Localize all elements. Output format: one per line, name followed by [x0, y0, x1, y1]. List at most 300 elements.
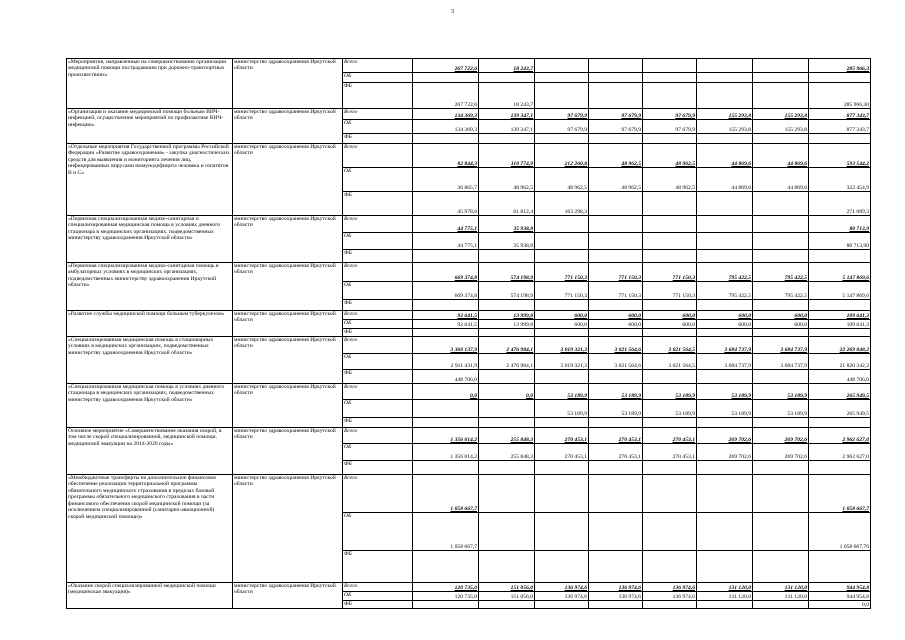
- event-name-cell: Основное мероприятие «Совершенствование оказания скорой, в том числе скорой специализированной, медицинской помощи, медицинской эвакуации на 2014-2020 годы»: [67, 428, 233, 475]
- amount-cell: 3 021 564,5: [643, 337, 697, 354]
- amount-cell: [479, 475, 535, 513]
- table-row: [67, 583, 871, 592]
- amount-cell: [479, 300, 535, 311]
- amount-cell: 44 869,6: [753, 168, 809, 192]
- amount-cell: [589, 216, 643, 233]
- amount-cell: [753, 513, 809, 551]
- event-name-cell: «Первичная специализированная медико-санитарная и специализированная медицинская помощь в условиях дневного стационара в медицинских организациях, подведомственных министерству здравоохранения Иркутской области»: [67, 216, 233, 263]
- amount-cell: [643, 233, 697, 250]
- total-cell: 5 147 869,6: [809, 282, 871, 300]
- amount-cell: 92 641,5: [413, 311, 479, 320]
- amount-cell: 267 722,6: [413, 59, 479, 73]
- amount-cell: [697, 551, 753, 583]
- amount-cell: [753, 461, 809, 475]
- amount-cell: [535, 418, 589, 428]
- amount-cell: 0,0: [413, 384, 479, 400]
- amount-cell: [697, 134, 753, 144]
- amount-cell: 53 189,9: [753, 384, 809, 400]
- amount-cell: [535, 551, 589, 583]
- event-name-cell: «Организация и оказание медицинской помощи больным ВИЧ-инфекцией, осуществление мероприятий по профилактике ВИЧ-инфекции»: [67, 109, 233, 144]
- amount-cell: [535, 59, 589, 73]
- amount-cell: [535, 601, 589, 609]
- amount-cell: 255 848,3: [479, 428, 535, 444]
- amount-cell: [643, 300, 697, 311]
- total-cell: 593 544,2: [809, 144, 871, 168]
- amount-cell: [589, 418, 643, 428]
- amount-cell: [643, 475, 697, 513]
- amount-cell: [589, 300, 643, 311]
- funding-source-cell: ОБ: [343, 282, 413, 300]
- funding-source-cell: Всего: [343, 428, 413, 444]
- amount-cell: 600,0: [535, 311, 589, 320]
- executor-cell: министерство здравоохранения Иркутской области: [233, 337, 343, 384]
- amount-cell: 139 347,1: [479, 120, 535, 134]
- executor-cell: министерство здравоохранения Иркутской области: [233, 311, 343, 337]
- total-cell: 944 954,8: [809, 592, 871, 601]
- amount-cell: 48 962,5: [589, 168, 643, 192]
- amount-cell: [697, 329, 753, 337]
- amount-cell: 97 679,9: [643, 120, 697, 134]
- total-cell: 109 641,3: [809, 311, 871, 320]
- total-cell: [809, 418, 871, 428]
- funding-source-cell: ФБ: [343, 329, 413, 337]
- executor-cell: министерство здравоохранения Иркутской области: [233, 216, 343, 263]
- amount-cell: 48 962,5: [643, 144, 697, 168]
- amount-cell: [589, 83, 643, 109]
- funding-source-cell: ФБ: [343, 83, 413, 109]
- amount-cell: [643, 329, 697, 337]
- amount-cell: 53 189,9: [535, 384, 589, 400]
- amount-cell: 163 298,3: [535, 192, 589, 216]
- amount-cell: 97 679,9: [589, 120, 643, 134]
- total-cell: [809, 250, 871, 263]
- amount-cell: [535, 216, 589, 233]
- total-cell: 265 949,5: [809, 400, 871, 418]
- amount-cell: 3 684 737,9: [753, 354, 809, 370]
- amount-cell: [413, 329, 479, 337]
- amount-cell: [535, 300, 589, 311]
- amount-cell: 136 974,6: [535, 583, 589, 592]
- amount-cell: 82 844,3: [413, 144, 479, 168]
- amount-cell: [535, 475, 589, 513]
- total-cell: 944 954,8: [809, 583, 871, 592]
- amount-cell: 795 422,5: [753, 282, 809, 300]
- amount-cell: 3 021 564,6: [589, 354, 643, 370]
- amount-cell: 1 058 667,7: [413, 513, 479, 551]
- total-cell: 448 706,0: [809, 370, 871, 384]
- amount-cell: [753, 329, 809, 337]
- amount-cell: 270 453,1: [535, 428, 589, 444]
- amount-cell: [753, 250, 809, 263]
- amount-cell: [413, 73, 479, 83]
- total-cell: 877 343,7: [809, 109, 871, 120]
- amount-cell: [535, 250, 589, 263]
- amount-cell: 53 189,9: [643, 384, 697, 400]
- amount-cell: [753, 233, 809, 250]
- amount-cell: 44 869,6: [697, 168, 753, 192]
- table-row: [67, 337, 871, 354]
- amount-cell: 771 150,3: [535, 263, 589, 282]
- amount-cell: [697, 233, 753, 250]
- amount-cell: [589, 250, 643, 263]
- event-name-cell: «Специализированная медицинская помощь в условиях дневного стационара в медицинских организациях, подведомственных министерству здравоохранения Иркутской области»: [67, 384, 233, 428]
- table-row: [67, 428, 871, 444]
- amount-cell: [697, 83, 753, 109]
- amount-cell: [535, 233, 589, 250]
- amount-cell: 269 702,6: [697, 444, 753, 461]
- total-cell: 5 147 869,6: [809, 263, 871, 282]
- funding-source-cell: ОБ: [343, 320, 413, 329]
- amount-cell: 151 056,0: [479, 583, 535, 592]
- amount-cell: [479, 250, 535, 263]
- amount-cell: [589, 370, 643, 384]
- event-name-cell: «Межбюджетные трансферты на дополнительное финансовое обеспечение реализации территориальной программы обязательного медицинского страхования в пределах базовой программы обязательного медицинского страхования в части финансового обеспечения скорой медицинской помощи (за исключением специализированной (санитарно-авиационной) скорой медицинской помощи)»: [67, 475, 233, 583]
- amount-cell: [753, 300, 809, 311]
- amount-cell: [535, 134, 589, 144]
- amount-cell: 269 702,6: [697, 428, 753, 444]
- amount-cell: 771 150,3: [643, 282, 697, 300]
- amount-cell: [535, 329, 589, 337]
- amount-cell: 795 422,5: [697, 263, 753, 282]
- amount-cell: 97 679,9: [589, 109, 643, 120]
- amount-cell: 13 999,8: [479, 320, 535, 329]
- page-number: 3: [451, 9, 454, 15]
- amount-cell: [479, 329, 535, 337]
- amount-cell: 600,0: [643, 311, 697, 320]
- amount-cell: 600,0: [535, 320, 589, 329]
- amount-cell: 61 812,4: [479, 192, 535, 216]
- amount-cell: 1 356 014,2: [413, 428, 479, 444]
- total-cell: 2 962 627,0: [809, 428, 871, 444]
- total-cell: 22 269 048,2: [809, 337, 871, 354]
- amount-cell: 35 938,8: [479, 233, 535, 250]
- amount-cell: 44 869,6: [697, 144, 753, 168]
- table-row: [67, 109, 871, 120]
- amount-cell: 0,0: [479, 384, 535, 400]
- amount-cell: 45 978,6: [413, 192, 479, 216]
- amount-cell: [479, 418, 535, 428]
- amount-cell: [697, 513, 753, 551]
- amount-cell: [535, 461, 589, 475]
- amount-cell: [479, 461, 535, 475]
- amount-cell: [643, 601, 697, 609]
- amount-cell: 270 453,1: [643, 444, 697, 461]
- amount-cell: [479, 73, 535, 83]
- amount-cell: [643, 551, 697, 583]
- funding-source-cell: ФБ: [343, 551, 413, 583]
- amount-cell: 136 974,6: [589, 583, 643, 592]
- amount-cell: [753, 134, 809, 144]
- amount-cell: [643, 513, 697, 551]
- table-row: [67, 384, 871, 400]
- total-cell: [809, 73, 871, 83]
- amount-cell: [413, 551, 479, 583]
- executor-cell: министерство здравоохранения Иркутской области: [233, 428, 343, 475]
- amount-cell: 53 189,9: [589, 384, 643, 400]
- funding-source-cell: ФБ: [343, 461, 413, 475]
- total-cell: 271 089,3: [809, 192, 871, 216]
- amount-cell: [697, 192, 753, 216]
- table-row: [67, 475, 871, 513]
- amount-cell: 134 369,3: [413, 120, 479, 134]
- amount-cell: 53 189,9: [535, 400, 589, 418]
- funding-source-cell: ОБ: [343, 400, 413, 418]
- total-cell: 1 058 667,7: [809, 475, 871, 513]
- amount-cell: [753, 216, 809, 233]
- table-row: [67, 216, 871, 233]
- total-cell: [809, 300, 871, 311]
- amount-cell: 600,0: [753, 311, 809, 320]
- funding-source-cell: ФБ: [343, 370, 413, 384]
- amount-cell: 131 120,0: [753, 592, 809, 601]
- funding-source-cell: Всего: [343, 109, 413, 120]
- amount-cell: 267 722,6: [413, 83, 479, 109]
- total-cell: 2 962 627,0: [809, 444, 871, 461]
- funding-source-cell: ОБ: [343, 168, 413, 192]
- amount-cell: [413, 461, 479, 475]
- amount-cell: 771 150,3: [643, 263, 697, 282]
- amount-cell: 110 774,9: [479, 144, 535, 168]
- amount-cell: [413, 418, 479, 428]
- amount-cell: [643, 216, 697, 233]
- amount-cell: 3 684 737,9: [753, 337, 809, 354]
- amount-cell: 3 360 137,9: [413, 337, 479, 354]
- table-row: [67, 311, 871, 320]
- amount-cell: [589, 329, 643, 337]
- funding-source-cell: Всего: [343, 263, 413, 282]
- funding-source-cell: ОБ: [343, 354, 413, 370]
- amount-cell: 136 974,6: [589, 592, 643, 601]
- total-cell: 80 713,9: [809, 216, 871, 233]
- amount-cell: [589, 73, 643, 83]
- amount-cell: 44 775,1: [413, 233, 479, 250]
- amount-cell: [589, 475, 643, 513]
- amount-cell: 269 702,6: [753, 428, 809, 444]
- amount-cell: [643, 418, 697, 428]
- amount-cell: [697, 300, 753, 311]
- amount-cell: 131 120,0: [697, 592, 753, 601]
- amount-cell: 48 962,5: [589, 144, 643, 168]
- amount-cell: 600,0: [697, 311, 753, 320]
- amount-cell: 669 374,8: [413, 263, 479, 282]
- funding-source-cell: ФБ: [343, 250, 413, 263]
- amount-cell: 212 260,8: [535, 144, 589, 168]
- amount-cell: 35 938,8: [479, 216, 535, 233]
- amount-cell: 3 021 564,5: [643, 354, 697, 370]
- total-cell: [809, 461, 871, 475]
- amount-cell: 48 962,5: [479, 168, 535, 192]
- funding-source-cell: Всего: [343, 337, 413, 354]
- funding-source-cell: Всего: [343, 59, 413, 73]
- amount-cell: [753, 475, 809, 513]
- amount-cell: 92 641,5: [413, 320, 479, 329]
- event-name-cell: «Развитие службы медицинской помощи больным туберкулезом»: [67, 311, 233, 337]
- amount-cell: [697, 59, 753, 73]
- amount-cell: 139 347,1: [479, 109, 535, 120]
- event-name-cell: «Мероприятия, направленные на совершенствование организации медицинской помощи пострадавшим при дорожно-транспортных происшествиях»: [67, 59, 233, 109]
- amount-cell: 3 021 564,6: [589, 337, 643, 354]
- amount-cell: [643, 134, 697, 144]
- amount-cell: [589, 59, 643, 73]
- amount-cell: [413, 601, 479, 609]
- funding-source-cell: Всего: [343, 144, 413, 168]
- amount-cell: 270 453,1: [535, 444, 589, 461]
- amount-cell: 269 702,6: [753, 444, 809, 461]
- funding-source-cell: Всего: [343, 475, 413, 513]
- total-cell: 285 966,30: [809, 83, 871, 109]
- amount-cell: 3 019 321,3: [535, 337, 589, 354]
- funding-source-cell: ФБ: [343, 300, 413, 311]
- amount-cell: [413, 250, 479, 263]
- amount-cell: 574 198,9: [479, 282, 535, 300]
- amount-cell: 120 735,0: [413, 592, 479, 601]
- amount-cell: 771 150,3: [589, 263, 643, 282]
- funding-source-cell: ОБ: [343, 233, 413, 250]
- amount-cell: [589, 233, 643, 250]
- amount-cell: 270 453,1: [589, 444, 643, 461]
- amount-cell: [643, 59, 697, 73]
- funding-source-cell: Всего: [343, 583, 413, 592]
- total-cell: [809, 329, 871, 337]
- amount-cell: [589, 513, 643, 551]
- amount-cell: 3 019 321,3: [535, 354, 589, 370]
- funding-source-cell: ОБ: [343, 120, 413, 134]
- amount-cell: [589, 192, 643, 216]
- amount-cell: 2 476 984,1: [479, 354, 535, 370]
- total-cell: 80 713,90: [809, 233, 871, 250]
- amount-cell: 97 679,9: [535, 109, 589, 120]
- table-row: [67, 144, 871, 168]
- amount-cell: [753, 192, 809, 216]
- executor-cell: министерство здравоохранения Иркутской области: [233, 144, 343, 216]
- event-name-cell: «Первичная специализированная медико-санитарная помощь в амбулаторных условиях в медицинских организациях, подведомственных министерству здравоохранения Иркутской области»: [67, 263, 233, 311]
- amount-cell: [643, 83, 697, 109]
- event-name-cell: «Отдельные мероприятия Государственной программы Российской Федерации «Развитие здравоохранения» - закупка диагностических средств для выявления и мониторинга лечения лиц, инфицированных вирусами иммунодефицита человека и гепатитов В и С»: [67, 144, 233, 216]
- amount-cell: 97 679,9: [643, 109, 697, 120]
- amount-cell: [413, 300, 479, 311]
- amount-cell: 136 974,6: [643, 592, 697, 601]
- amount-cell: 600,0: [589, 320, 643, 329]
- amount-cell: 48 962,5: [643, 168, 697, 192]
- amount-cell: [753, 551, 809, 583]
- funding-source-cell: ОБ: [343, 444, 413, 461]
- amount-cell: [589, 551, 643, 583]
- amount-cell: 600,0: [589, 311, 643, 320]
- total-cell: 0,0: [809, 601, 871, 609]
- budget-table: [66, 58, 871, 609]
- funding-source-cell: Всего: [343, 311, 413, 320]
- amount-cell: [697, 418, 753, 428]
- funding-source-cell: ФБ: [343, 134, 413, 144]
- amount-cell: [753, 370, 809, 384]
- amount-cell: 53 189,9: [697, 384, 753, 400]
- amount-cell: 36 865,7: [413, 168, 479, 192]
- total-cell: 322 454,9: [809, 168, 871, 192]
- amount-cell: 136 974,6: [643, 583, 697, 592]
- amount-cell: 155 293,8: [753, 109, 809, 120]
- amount-cell: [753, 73, 809, 83]
- funding-source-cell: ФБ: [343, 192, 413, 216]
- amount-cell: [697, 370, 753, 384]
- amount-cell: 18 243,7: [479, 83, 535, 109]
- amount-cell: 1 058 667,7: [413, 475, 479, 513]
- amount-cell: [697, 461, 753, 475]
- amount-cell: [479, 370, 535, 384]
- amount-cell: 270 453,1: [643, 428, 697, 444]
- amount-cell: [753, 59, 809, 73]
- amount-cell: [479, 551, 535, 583]
- amount-cell: [479, 513, 535, 551]
- amount-cell: 155 293,8: [753, 120, 809, 134]
- funding-source-cell: ФБ: [343, 601, 413, 609]
- amount-cell: [643, 461, 697, 475]
- total-cell: 109 641,3: [809, 320, 871, 329]
- funding-source-cell: Всего: [343, 216, 413, 233]
- table-row: [67, 263, 871, 282]
- amount-cell: 795 422,5: [697, 282, 753, 300]
- amount-cell: [413, 400, 479, 418]
- total-cell: 877 343,7: [809, 120, 871, 134]
- amount-cell: 2 911 431,9: [413, 354, 479, 370]
- funding-source-cell: Всего: [343, 384, 413, 400]
- amount-cell: 600,0: [697, 320, 753, 329]
- amount-cell: 1 356 014,2: [413, 444, 479, 461]
- amount-cell: 53 189,9: [589, 400, 643, 418]
- amount-cell: [589, 601, 643, 609]
- amount-cell: 53 189,9: [697, 400, 753, 418]
- amount-cell: [643, 192, 697, 216]
- amount-cell: [589, 461, 643, 475]
- amount-cell: 48 962,5: [535, 168, 589, 192]
- amount-cell: 18 243,7: [479, 59, 535, 73]
- amount-cell: 44 775,1: [413, 216, 479, 233]
- total-cell: 265 949,5: [809, 384, 871, 400]
- amount-cell: 44 869,6: [753, 144, 809, 168]
- amount-cell: 53 189,9: [643, 400, 697, 418]
- funding-source-cell: ФБ: [343, 418, 413, 428]
- amount-cell: [697, 73, 753, 83]
- amount-cell: 771 150,3: [535, 282, 589, 300]
- executor-cell: министерство здравоохранения Иркутской области: [233, 583, 343, 609]
- amount-cell: 771 150,3: [589, 282, 643, 300]
- amount-cell: 155 293,8: [697, 109, 753, 120]
- amount-cell: 131 120,0: [697, 583, 753, 592]
- amount-cell: 131 120,0: [753, 583, 809, 592]
- amount-cell: 155 293,8: [697, 120, 753, 134]
- amount-cell: [697, 250, 753, 263]
- amount-cell: [479, 400, 535, 418]
- amount-cell: 97 679,9: [535, 120, 589, 134]
- executor-cell: министерство здравоохранения Иркутской области: [233, 475, 343, 583]
- amount-cell: [535, 83, 589, 109]
- amount-cell: 120 735,0: [413, 583, 479, 592]
- funding-source-cell: ОБ: [343, 592, 413, 601]
- event-name-cell: «Специализированная медицинская помощь в стационарных условиях в медицинских организациях, подведомственных министерству здравоохранения Иркутской области»: [67, 337, 233, 384]
- amount-cell: 13 999,8: [479, 311, 535, 320]
- executor-cell: министерство здравоохранения Иркутской области: [233, 263, 343, 311]
- amount-cell: [643, 250, 697, 263]
- executor-cell: министерство здравоохранения Иркутской области: [233, 109, 343, 144]
- amount-cell: [753, 601, 809, 609]
- amount-cell: 255 848,3: [479, 444, 535, 461]
- amount-cell: [535, 370, 589, 384]
- amount-cell: [753, 418, 809, 428]
- total-cell: 1 058 667,70: [809, 513, 871, 551]
- amount-cell: [643, 73, 697, 83]
- total-cell: 21 820 342,2: [809, 354, 871, 370]
- amount-cell: 795 422,5: [753, 263, 809, 282]
- amount-cell: [643, 370, 697, 384]
